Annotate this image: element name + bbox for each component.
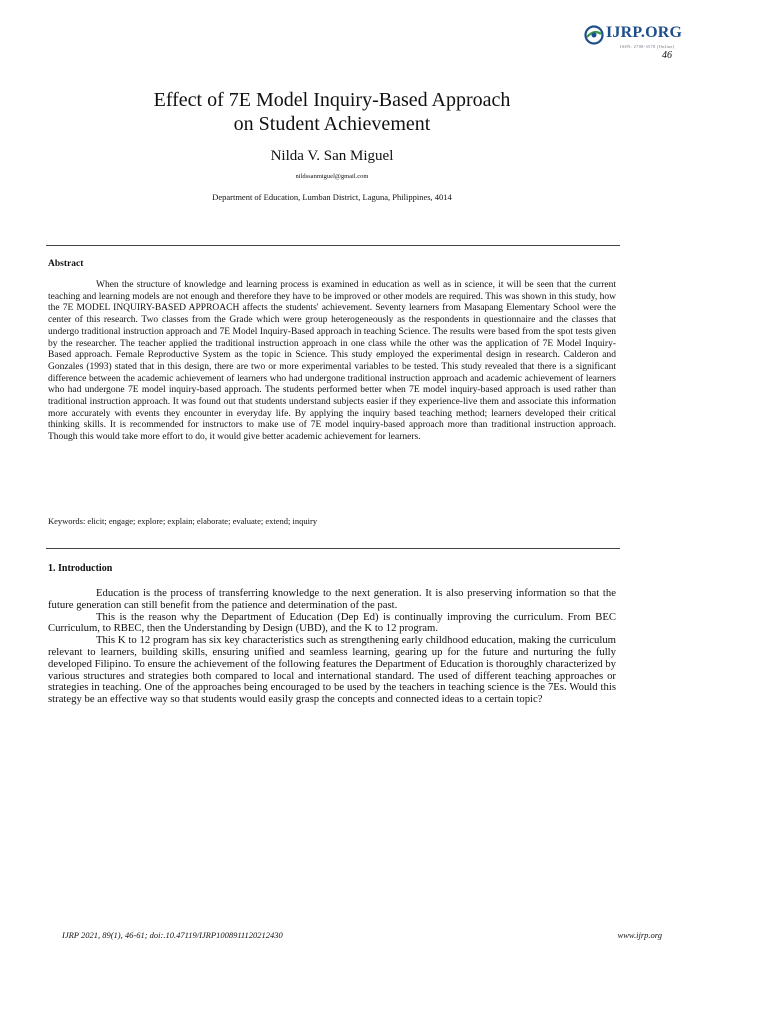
- divider-bottom: [46, 548, 620, 549]
- introduction-paragraph: This is the reason why the Department of Education (Dep Ed) is continually improving the curriculum. From BEC Curriculum, to RBEC, then the Understanding by Design (UBD), and the K to 12 program.: [48, 610, 616, 635]
- globe-icon: [584, 25, 604, 45]
- title-line-1: Effect of 7E Model Inquiry-Based Approach: [153, 89, 511, 111]
- author-affiliation: Department of Education, Lumban District, Laguna, Philippines, 4014: [212, 192, 452, 202]
- logo-text: IJRP.ORG: [606, 24, 683, 41]
- divider-top: [46, 245, 620, 246]
- abstract-body: When the structure of knowledge and learning process is examined in education as well as in science, it will be seen that the current teaching and learning models are not enough and therefore they have to be improved or other models are required. This was shown in this study, how the 7E MODEL INQUIRY-BASED APPROACH affects the students' achievement. Seventy learners from Masapang Elementary School were the center of this research. Two classes from the Grade which were group heterogeneously as the respondents in questionnaire and the classes that undergo traditional instruction approach and 7E Model Inquiry-Based approach in teaching Science. The results were based from the spot tests given by the researcher. The teacher applied the traditional instruction approach in one class while the other was the application of 7E Model Inquiry-Based approach. Female Reproductive System as the topic in Science. This study employed the experimental design in research. Calderon and Gonzales (1993) stated that in this design, there are two or more experimental variables to be tested. This study revealed that there is a significant difference between the academic achievement of learners who had undergone traditional instruction approach and academic achievement of learners who had undergone 7E model inquiry-based approach. The students performed better when 7E model inquiry-based approach is used rather than traditional instruction approach. It was found out that students understand subjects easier if they experience-live them and associate this information more accurately with events they encounter in everyday life. By applying the inquiry based teaching method; learners developed their critical thinking skills. It is recommended for instructors to make use of 7E model inquiry-based approach more than traditional instruction approach. Though this would take more effort to do, it would give better academic achievement for learners.: [48, 280, 616, 443]
- introduction-paragraph: This K to 12 program has six key characteristics such as strengthening early childhood education, making the curriculum relevant to learners, building skills, ensuring unified and seamless learning, gearing up for the future and nurturing the fully developed Filipino. To ensure the achievement of the following features the Department of Education is thoroughly characterized by various structures and strategies both compared to local and international standard. The used of different teaching approaches or strategies in teaching. One of the approaches being encouraged to be used by the teachers in teaching science is the 7Es. Would this strategy be an effective way so that students would easily grasp the concepts and connected ideas to a certain topic?: [48, 634, 616, 706]
- introduction-body: [48, 588, 616, 706]
- author-name: Nilda V. San Miguel: [270, 148, 394, 164]
- footer-website-link[interactable]: www.ijrp.org: [617, 930, 662, 940]
- author-email: nildssanmiguel@gmail.com: [295, 173, 369, 180]
- journal-logo: [584, 22, 694, 52]
- paper-title: [0, 88, 664, 136]
- title-line-2: on Student Achievement: [233, 113, 431, 135]
- introduction-heading: 1. Introduction: [48, 563, 113, 574]
- page-number: 46: [662, 50, 672, 61]
- abstract-heading: Abstract: [48, 259, 84, 269]
- introduction-paragraph: Education is the process of transferring knowledge to the next generation. It is also preserving information so that the future generation can still benefit from the patience and determination of the past.: [48, 587, 616, 611]
- logo-subtext: ISSN: 2708-3578 (Online): [620, 44, 675, 49]
- keywords: Keywords: elicit; engage; explore; explain; elaborate; evaluate; extend; inquiry: [48, 516, 318, 526]
- footer-citation: IJRP 2021, 89(1), 46-61; doi:.10.47119/IJRP1008911120212430: [62, 930, 283, 940]
